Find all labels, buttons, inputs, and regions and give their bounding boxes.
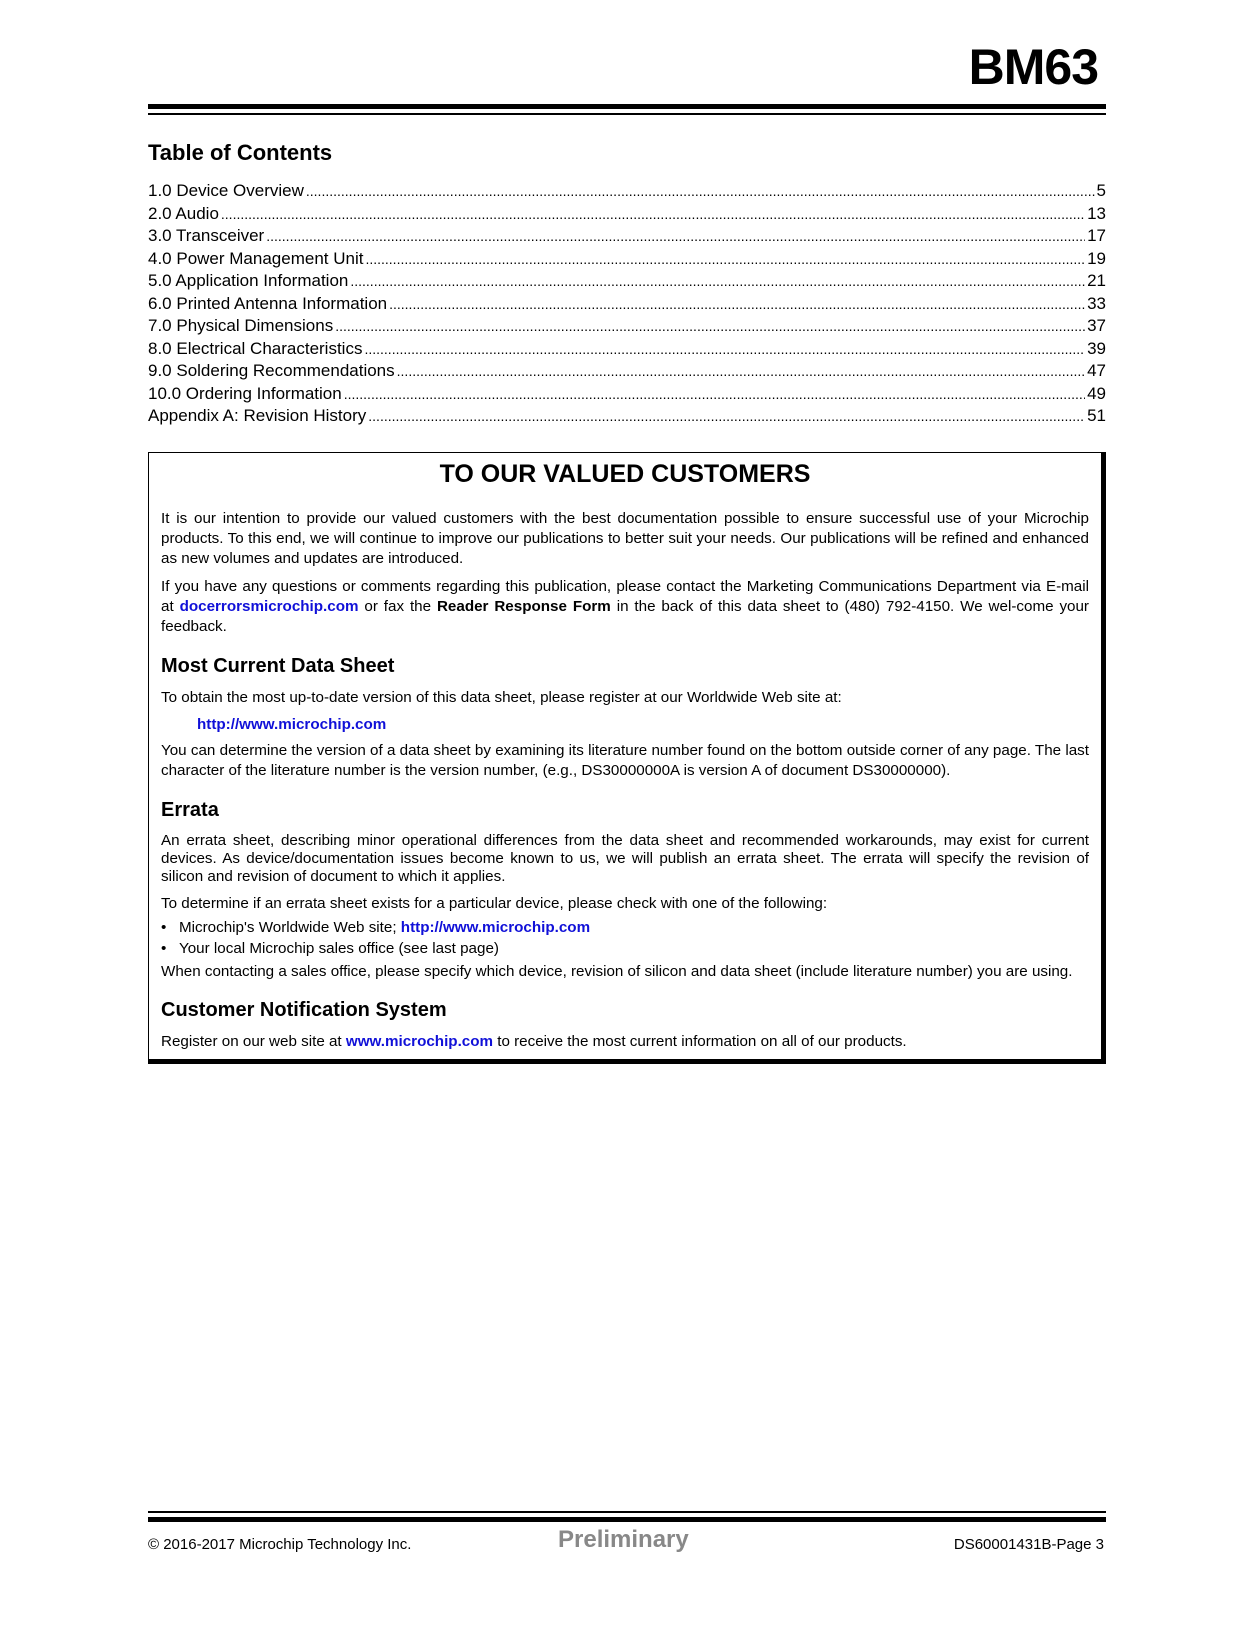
section-heading-errata: Errata xyxy=(161,799,219,821)
list-item xyxy=(161,917,1089,938)
footer-page-number: DS60001431B-Page 3 xyxy=(953,1536,1104,1553)
toc-entry-page: 5 xyxy=(1096,181,1106,200)
toc-entry-page: 37 xyxy=(1087,316,1106,335)
toc-entry-title: 4.0 Power Management Unit xyxy=(148,248,364,268)
toc-entry-page: 51 xyxy=(1087,406,1106,425)
toc-leader xyxy=(335,318,1085,334)
toc-entry[interactable] xyxy=(148,204,1106,227)
reader-response-form: Reader Response Form xyxy=(436,598,611,615)
website-link[interactable]: http://www.microchip.com xyxy=(197,716,387,733)
toc-leader xyxy=(221,206,1085,222)
list-item-text: Microchip's Worldwide Web site; xyxy=(179,919,401,936)
toc-entry[interactable] xyxy=(148,294,1106,317)
errata-check-paragraph: To determine if an errata sheet exists for a particular device, please check with one of the following: xyxy=(161,895,828,912)
toc-entry-page: 49 xyxy=(1087,383,1106,403)
valued-customers-box xyxy=(148,452,1106,1064)
toc-entry-title: 10.0 Ordering Information xyxy=(148,383,342,403)
website-link[interactable]: http://www.microchip.com xyxy=(400,919,591,936)
toc-leader xyxy=(344,386,1085,402)
toc-leader xyxy=(364,341,1085,357)
list-item: • Your local Microchip sales office (see last page) xyxy=(161,938,1089,959)
toc-leader xyxy=(306,183,1095,199)
toc-entry-title: 3.0 Transceiver xyxy=(148,226,265,245)
table-of-contents xyxy=(148,181,1106,429)
toc-entry-title: 8.0 Electrical Characteristics xyxy=(148,338,363,358)
contact-text: in the back of this data sheet to (480) 792-4150. We wel-come your feedback. xyxy=(161,598,1089,635)
toc-entry-page: 39 xyxy=(1087,338,1106,358)
website-link[interactable]: www.microchip.com xyxy=(345,1033,494,1050)
toc-entry[interactable] xyxy=(148,181,1106,204)
errata-paragraph: An errata sheet, describing minor operational differences from the data sheet and recommended workarounds, may exist for current devices. As device/documentation issues become known to us, we will publish an errata sheet. The errata will specify the revision of silicon and revision of document to which it applies. xyxy=(161,832,1089,885)
toc-entry-title: 9.0 Soldering Recommendations xyxy=(148,361,395,380)
toc-entry[interactable] xyxy=(148,384,1106,407)
toc-entry[interactable] xyxy=(148,406,1106,429)
toc-entry-title: 1.0 Device Overview xyxy=(148,181,304,200)
notification-text: Register on our web site at xyxy=(161,1033,346,1050)
toc-leader xyxy=(350,273,1085,289)
notification-text: to receive the most current information on all of our products. xyxy=(493,1033,907,1050)
toc-entry[interactable] xyxy=(148,271,1106,294)
toc-entry[interactable] xyxy=(148,316,1106,339)
toc-entry-page: 17 xyxy=(1087,226,1106,245)
footer-status: Preliminary xyxy=(558,1526,689,1553)
toc-entry-page: 47 xyxy=(1087,361,1106,380)
toc-entry-title: 5.0 Application Information xyxy=(148,271,349,290)
toc-entry-page: 13 xyxy=(1087,203,1106,223)
toc-entry-page: 21 xyxy=(1087,271,1106,290)
section-heading-notification: Customer Notification System xyxy=(161,999,447,1021)
toc-entry[interactable] xyxy=(148,226,1106,249)
toc-leader xyxy=(266,228,1085,244)
toc-entry[interactable] xyxy=(148,249,1106,272)
errata-sources-list xyxy=(161,917,1089,959)
toc-leader xyxy=(397,363,1085,379)
footer-rule-thin xyxy=(148,1511,1106,1513)
contact-text: or fax the xyxy=(358,598,437,615)
toc-entry[interactable] xyxy=(148,361,1106,384)
sales-contact-paragraph: When contacting a sales office, please specify which device, revision of silicon and data sheet (include literature number) you are using. xyxy=(161,963,1073,980)
document-title: BM63 xyxy=(968,39,1098,95)
contact-text: If you have any questions or comments regarding this publication, please contact the Marketing Communications Department via E-mail at xyxy=(161,578,1089,615)
toc-entry[interactable] xyxy=(148,339,1106,362)
toc-leader xyxy=(389,296,1085,312)
toc-entry-title: 6.0 Printed Antenna Information xyxy=(148,293,388,313)
toc-leader xyxy=(368,408,1085,424)
toc-entry-page: 19 xyxy=(1087,248,1106,268)
toc-heading: Table of Contents xyxy=(148,140,333,165)
intro-paragraph: It is our intention to provide our valued customers with the best documentation possible to ensure successful use of your Microchip products. To this end, we will continue to improve our publications to better suit your needs. Our publications will be refined and enhanced as new volumes and updates are introduced. xyxy=(161,510,1089,567)
toc-entry-title: 2.0 Audio xyxy=(148,203,219,223)
toc-entry-title: Appendix A: Revision History xyxy=(148,406,367,425)
version-paragraph: You can determine the version of a data sheet by examining its literature number found on the bottom outside corner of any page. The last character of the literature number is the version number, (e.g., DS30000000A is version A of document DS30000000). xyxy=(161,742,1089,779)
toc-entry-page: 33 xyxy=(1087,293,1106,313)
header-rule-thin xyxy=(148,113,1106,115)
contact-paragraph xyxy=(161,577,1089,637)
section-heading-data-sheet: Most Current Data Sheet xyxy=(161,655,395,677)
data-sheet-paragraph: To obtain the most up-to-date version of this data sheet, please register at our Worldwide Web site at: xyxy=(161,689,842,706)
toc-leader xyxy=(365,251,1085,267)
box-title: TO OUR VALUED CUSTOMERS xyxy=(439,460,811,488)
notification-paragraph xyxy=(161,1032,1089,1052)
toc-entry-title: 7.0 Physical Dimensions xyxy=(148,316,334,335)
footer-rule-thick xyxy=(148,1517,1106,1522)
footer-copyright: © 2016-2017 Microchip Technology Inc. xyxy=(148,1536,412,1553)
header-rule-thick xyxy=(148,104,1106,109)
email-link[interactable]: docerrorsmicrochip.com xyxy=(179,598,359,615)
